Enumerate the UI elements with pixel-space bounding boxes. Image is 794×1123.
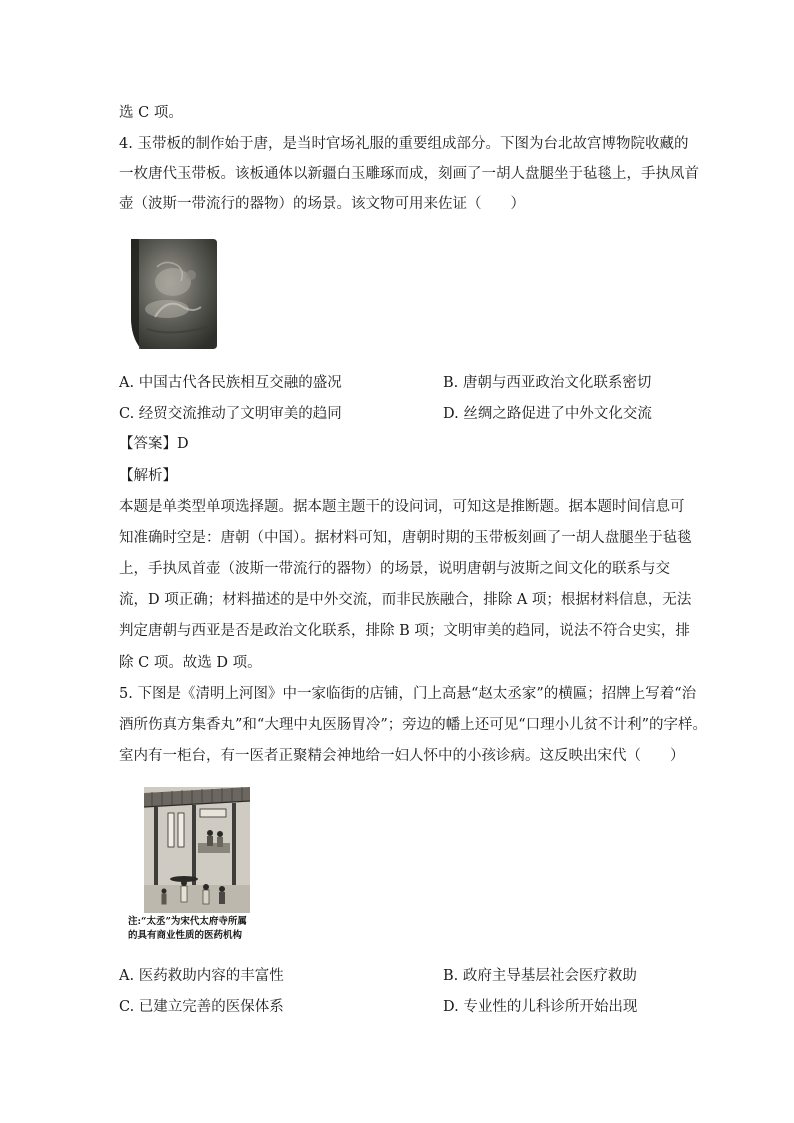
q5-option-c: C. 已建立完善的医保体系	[119, 999, 284, 1015]
q4-option-c: C. 经贸交流推动了文明审美的趋同	[119, 406, 342, 422]
q4-analysis-line-3: 上，手执凤首壶（波斯一带流行的器物）的场景，说明唐朝与波斯之间文化的联系与交	[119, 561, 670, 577]
q4-option-a: A. 中国古代各民族相互交融的盛况	[119, 375, 342, 391]
figure-caption-line-2: 的具有商业性质的医药机构	[128, 930, 243, 941]
jade-belt-plaque-image	[127, 237, 219, 351]
figure-caption-line-1: 注:“太丞”为宋代太府寺所属	[128, 916, 247, 927]
qingming-painting-shop-image	[144, 787, 250, 913]
q5-option-b: B. 政府主导基层社会医疗救助	[443, 968, 637, 984]
previous-answer-tail: 选 C 项。	[119, 105, 183, 121]
q4-analysis-line-5: 判定唐朝与西亚是否是政治文化联系，排除 B 项；文明审美的趋同，说法不符合史实，排	[119, 623, 690, 639]
q4-stem-line-3: 壶（波斯一带流行的器物）的场景。该文物可用来佐证（ ）	[119, 196, 525, 212]
q4-stem-line-1: 4. 玉带板的制作始于唐，是当时官场礼服的重要组成部分。下图为台北故宫博物院收藏的	[119, 136, 689, 152]
q5-option-d: D. 专业性的儿科诊所开始出现	[443, 999, 638, 1015]
q4-analysis-line-6: 除 C 项。故选 D 项。	[119, 655, 262, 671]
q5-stem-line-1: 5. 下图是《清明上河图》中一家临街的店铺，门上高悬“赵太丞家”的横匾；招牌上写着“治	[119, 686, 697, 702]
q4-option-b: B. 唐朝与西亚政治文化联系密切	[443, 375, 652, 391]
q5-stem-line-2: 酒所伤真方集香丸”和“大理中丸医肠胃冷”；旁边的幡上还可见“口理小儿贫不计利”的字样。	[119, 717, 708, 733]
q4-analysis-line-1: 本题是单类型单项选择题。据本题主题干的设问词，可知这是推断题。据本题时间信息可	[119, 499, 685, 515]
q4-analysis-line-4: 流，D 项正确；材料描述的是中外交流，而非民族融合，排除 A 项；根据材料信息，无法	[119, 592, 692, 608]
q4-stem-line-2: 一枚唐代玉带板。该板通体以新疆白玉雕琢而成，刻画了一胡人盘腿坐于毡毯上，手执凤首	[119, 166, 699, 182]
q5-option-a: A. 医药救助内容的丰富性	[119, 968, 284, 984]
q4-answer: 【答案】D	[119, 436, 189, 452]
q4-option-d: D. 丝绸之路促进了中外文化交流	[443, 406, 652, 422]
q4-analysis-title: 【解析】	[119, 468, 177, 484]
q5-stem-line-3: 室内有一柜台，有一医者正聚精会神地给一妇人怀中的小孩诊病。这反映出宋代（ ）	[119, 748, 685, 764]
q4-analysis-line-2: 知准确时空是：唐朝（中国）。据材料可知，唐朝时期的玉带板刻画了一胡人盘腿坐于毡毯	[119, 530, 692, 546]
